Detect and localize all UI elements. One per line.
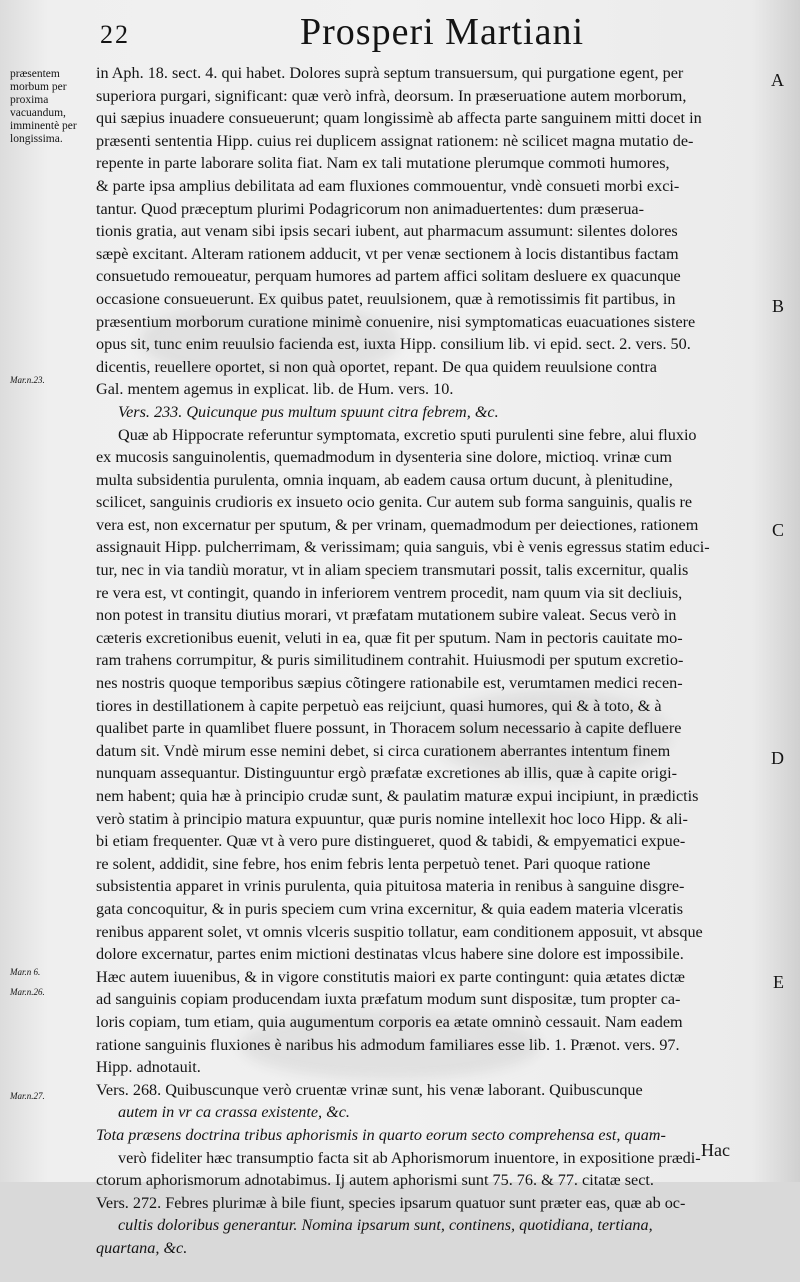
- text-line: Gal. mentem agemus in explicat. lib. de Hum. vers. 10.: [96, 380, 454, 399]
- text-line: loris copiam, tum etiam, quia augumentum corporis ea ætate omninò cessauit. Nam eadem: [96, 1012, 683, 1031]
- text-line: nem habent; quia hæ à principio crudæ sunt, & paulatim maturæ expui incipiunt, in prædictis: [96, 787, 699, 805]
- text-line: Quæ ab Hippocrate referuntur symptomata, excretio sputi purulenti sine febre, alui fluxio: [118, 425, 697, 444]
- text-line: nes nostris quoque temporibus sæpius cõtingere rationabile est, verumtamen medici recen-: [96, 674, 683, 693]
- running-title: Prosperi Martiani: [300, 11, 585, 53]
- text-line: occasione consueuerunt. Ex quibus patet, reuulsionem, quæ à remotissimis fit partibus, in: [96, 289, 676, 308]
- section-letter: C: [771, 520, 784, 540]
- text-line: scilicet, sanguinis crudioris ex insueto ocio genita. Cur autem sub forma sanguinis, qualis re: [96, 493, 693, 512]
- margin-note: Mar.n 6.: [10, 967, 41, 977]
- text-line: opus sit, tunc enim reuulsio facienda est, iuxta Hipp. consilium lib. vi epid. sect. 2. vers. 50.: [96, 335, 691, 354]
- text-line: ram trahens corrumpitur, & puris similitudinem contrahit. Huiusmodi per sputum excretio-: [96, 651, 684, 670]
- text-line: consuetudo remoueatur, perquam humores ad partem affici solitam desluere ex quacunque: [96, 267, 681, 286]
- text-line: gata concoquitur, & in puris speciem cum vrina excernitur, & quia eadem materia vlceratis: [96, 899, 684, 918]
- text-line: in Aph. 18. sect. 4. qui habet. Dolores suprà septum transuersum, qui purgatione egent, per: [96, 64, 684, 82]
- text-line: superiora purgari, significant: quæ verò infrà, deorsum. In præseruatione autem morborum,: [96, 86, 687, 105]
- text-line: multa subsidentia purulenta, omnia inquam, ab eadem causa ortum ducunt, à plenitudine,: [96, 470, 673, 489]
- text-line: ratione sanguinis fluxiones è naribus his admodum familiares esse lib. 1. Prænot. vers. 97.: [96, 1035, 680, 1054]
- text-line: re vera est, vt contingit, quando in inferiorem ventrem procedit, nam quum via sit decliuis,: [96, 583, 683, 602]
- section-letter: A: [771, 70, 784, 90]
- text-line: ctorum aphorismorum adnotabimus. Ij autem aphorismi sunt 75. 76. & 77. citatæ sect.: [96, 1171, 654, 1190]
- text-line: datum sit. Vndè mirum esse nemini debet, si circa curationem aberrantes intentum finem: [96, 741, 671, 760]
- text-line: assignauit Hipp. pulcherrimam, & verissimam; quia sanguis, vbi è venis egressus statim educi-: [96, 538, 710, 557]
- text-line: ad sanguinis copiam producendam iuxta præfatum modum sunt dispositæ, tum propter ca-: [96, 990, 681, 1009]
- section-letter: D: [771, 748, 784, 768]
- section-letter: E: [773, 972, 784, 992]
- section-letters: [760, 0, 800, 1182]
- text-line: verò fideliter hæc transumptio facta sit ab Aphorismorum inuentore, in expositione prædi-: [118, 1148, 701, 1167]
- margin-note: Mar.n.27.: [10, 1091, 45, 1101]
- text-line: præsenti sententia Hipp. cuius rei duplicem assignat rationem: nè scilicet magna mutatio de-: [96, 131, 694, 150]
- text-line: verò statim à principio matura expuuntur, quæ puris nomine intellexit hoc loco Hipp. & ali-: [96, 809, 688, 828]
- margin-note: præsentem morbum per proxima vacuandum, imminentè per longissima.: [10, 68, 77, 145]
- text-line: Vers. 272. Febres plurimæ à bile fiunt, species ipsarum quatuor sunt præter eas, quæ ab oc-: [96, 1193, 686, 1212]
- margin-note: Mar.n.23.: [10, 375, 45, 385]
- text-line: nunquam assequantur. Distinguuntur ergò præfatæ excretiones ab illis, quæ à capite origi-: [96, 764, 677, 783]
- page-header: [0, 0, 800, 60]
- text-line: Hæc autem iuuenibus, & in vigore constitutis maiori ex parte contingunt: quia ætates dictæ: [96, 967, 685, 986]
- verse-heading: Tota præsens doctrina tribus aphorismis in quarto eorum secto comprehensa est, quam-: [96, 1125, 666, 1144]
- verse-heading: cultis doloribus generantur. Nomina ipsarum sunt, continens, quotidiana, tertiana,: [118, 1216, 653, 1235]
- text-line: Hipp. adnotauit.: [96, 1058, 201, 1077]
- text-line: Vers. 268. Quibuscunque verò cruentæ vrinæ sunt, his venæ laborant. Quibuscunque: [96, 1080, 643, 1099]
- margin-note: Mar.n.26.: [10, 987, 45, 997]
- verse-heading: autem in vr ca crassa existente, &c.: [118, 1103, 350, 1122]
- text-line: qui sæpius inuadere consueuerunt; quam longissimè ab affecta parte sanguinem mitti docet in: [96, 109, 702, 128]
- text-line: ex mucosis sanguinolentis, quemadmodum in dysenteria sine dolore, mictioq. vrinæ cum: [96, 448, 672, 467]
- text-line: & parte ipsa amplius debilitata ad eam fluxiones commouentur, vndè consueti morbi exci-: [96, 176, 680, 195]
- text-line: vera est, non excernatur per sputum, & per vrinam, quemadmodum per deiectiones, rationem: [96, 515, 699, 534]
- text-line: dolore excernatur, partes enim mictioni destinatas vlcus habere sine dolore est impossibile.: [96, 945, 684, 964]
- section-letter: B: [771, 296, 784, 316]
- verse-heading: Vers. 233. Quicunque pus multum spuunt citra febrem, &c.: [118, 402, 499, 421]
- verse-heading: quartana, &c.: [96, 1238, 188, 1257]
- text-line: repente in parte laborare solita fiat. Nam ex tali mutatione plerumque commoti humores,: [96, 154, 670, 173]
- text-line: tionis gratia, aut venam sibi ipsis secari iubent, aut pharmacum assumunt: silentes dolores: [96, 222, 678, 241]
- text-line: cæteris excretionibus euenit, veluti in ea, quæ fit per sputum. Nam in pectoris cauitate mo-: [96, 628, 683, 647]
- text-line: bi etiam frequenter. Quæ vt à vero pure distingueret, quod & tabidi, & empyematici expue-: [96, 832, 686, 851]
- text-line: subsistentia apparet in vrinis purulenta, quia pituitosa materia in renibus à sanguine disgre-: [96, 877, 685, 896]
- main-text: [96, 62, 762, 1282]
- text-line: sæpè excitant. Alteram rationem adducit, vt per venæ sectionem à locis distantibus factam: [96, 244, 679, 263]
- catchword: Hac: [701, 1140, 730, 1160]
- margin-notes: [0, 0, 96, 1182]
- text-line: tiores in destillationem à capite perpetuò eas reijciunt, quasi humores, qui & à toto, & à: [96, 696, 662, 715]
- text-line: re solent, addidit, sine febre, hos enim febris lenta perpetuò tenet. Pari quoque ratione: [96, 854, 651, 873]
- text-line: renibus apparent solet, vt omnis vlceris suspitio tollatur, eam conditionem apposuit, vt absque: [96, 922, 703, 941]
- verse-heading: [96, 1259, 762, 1282]
- text-line: præsentium morborum curatione minimè conuenire, nisi symptomaticas euacuationes sistere: [96, 312, 696, 331]
- page-number: 22: [100, 20, 130, 49]
- text-line: non potest in transitu diutius morari, vt præfatam mutationem subire valeat. Secus verò in: [96, 606, 677, 625]
- text-line: dicentis, reuellere oportet, si non quà oportet, repant. De qua quidem reuulsione contra: [96, 357, 657, 376]
- text-line: tur, nec in via tandiù moratur, vt in aliam speciem transmutari possit, talis excernitur, qualis: [96, 561, 689, 580]
- text-line: qualibet parte in quamlibet fluere possunt, in Thoracem solum necessario à capite defluere: [96, 719, 682, 738]
- text-line: tantur. Quod præceptum plurimi Podagricorum non animaduertentes: dum præserua-: [96, 199, 645, 218]
